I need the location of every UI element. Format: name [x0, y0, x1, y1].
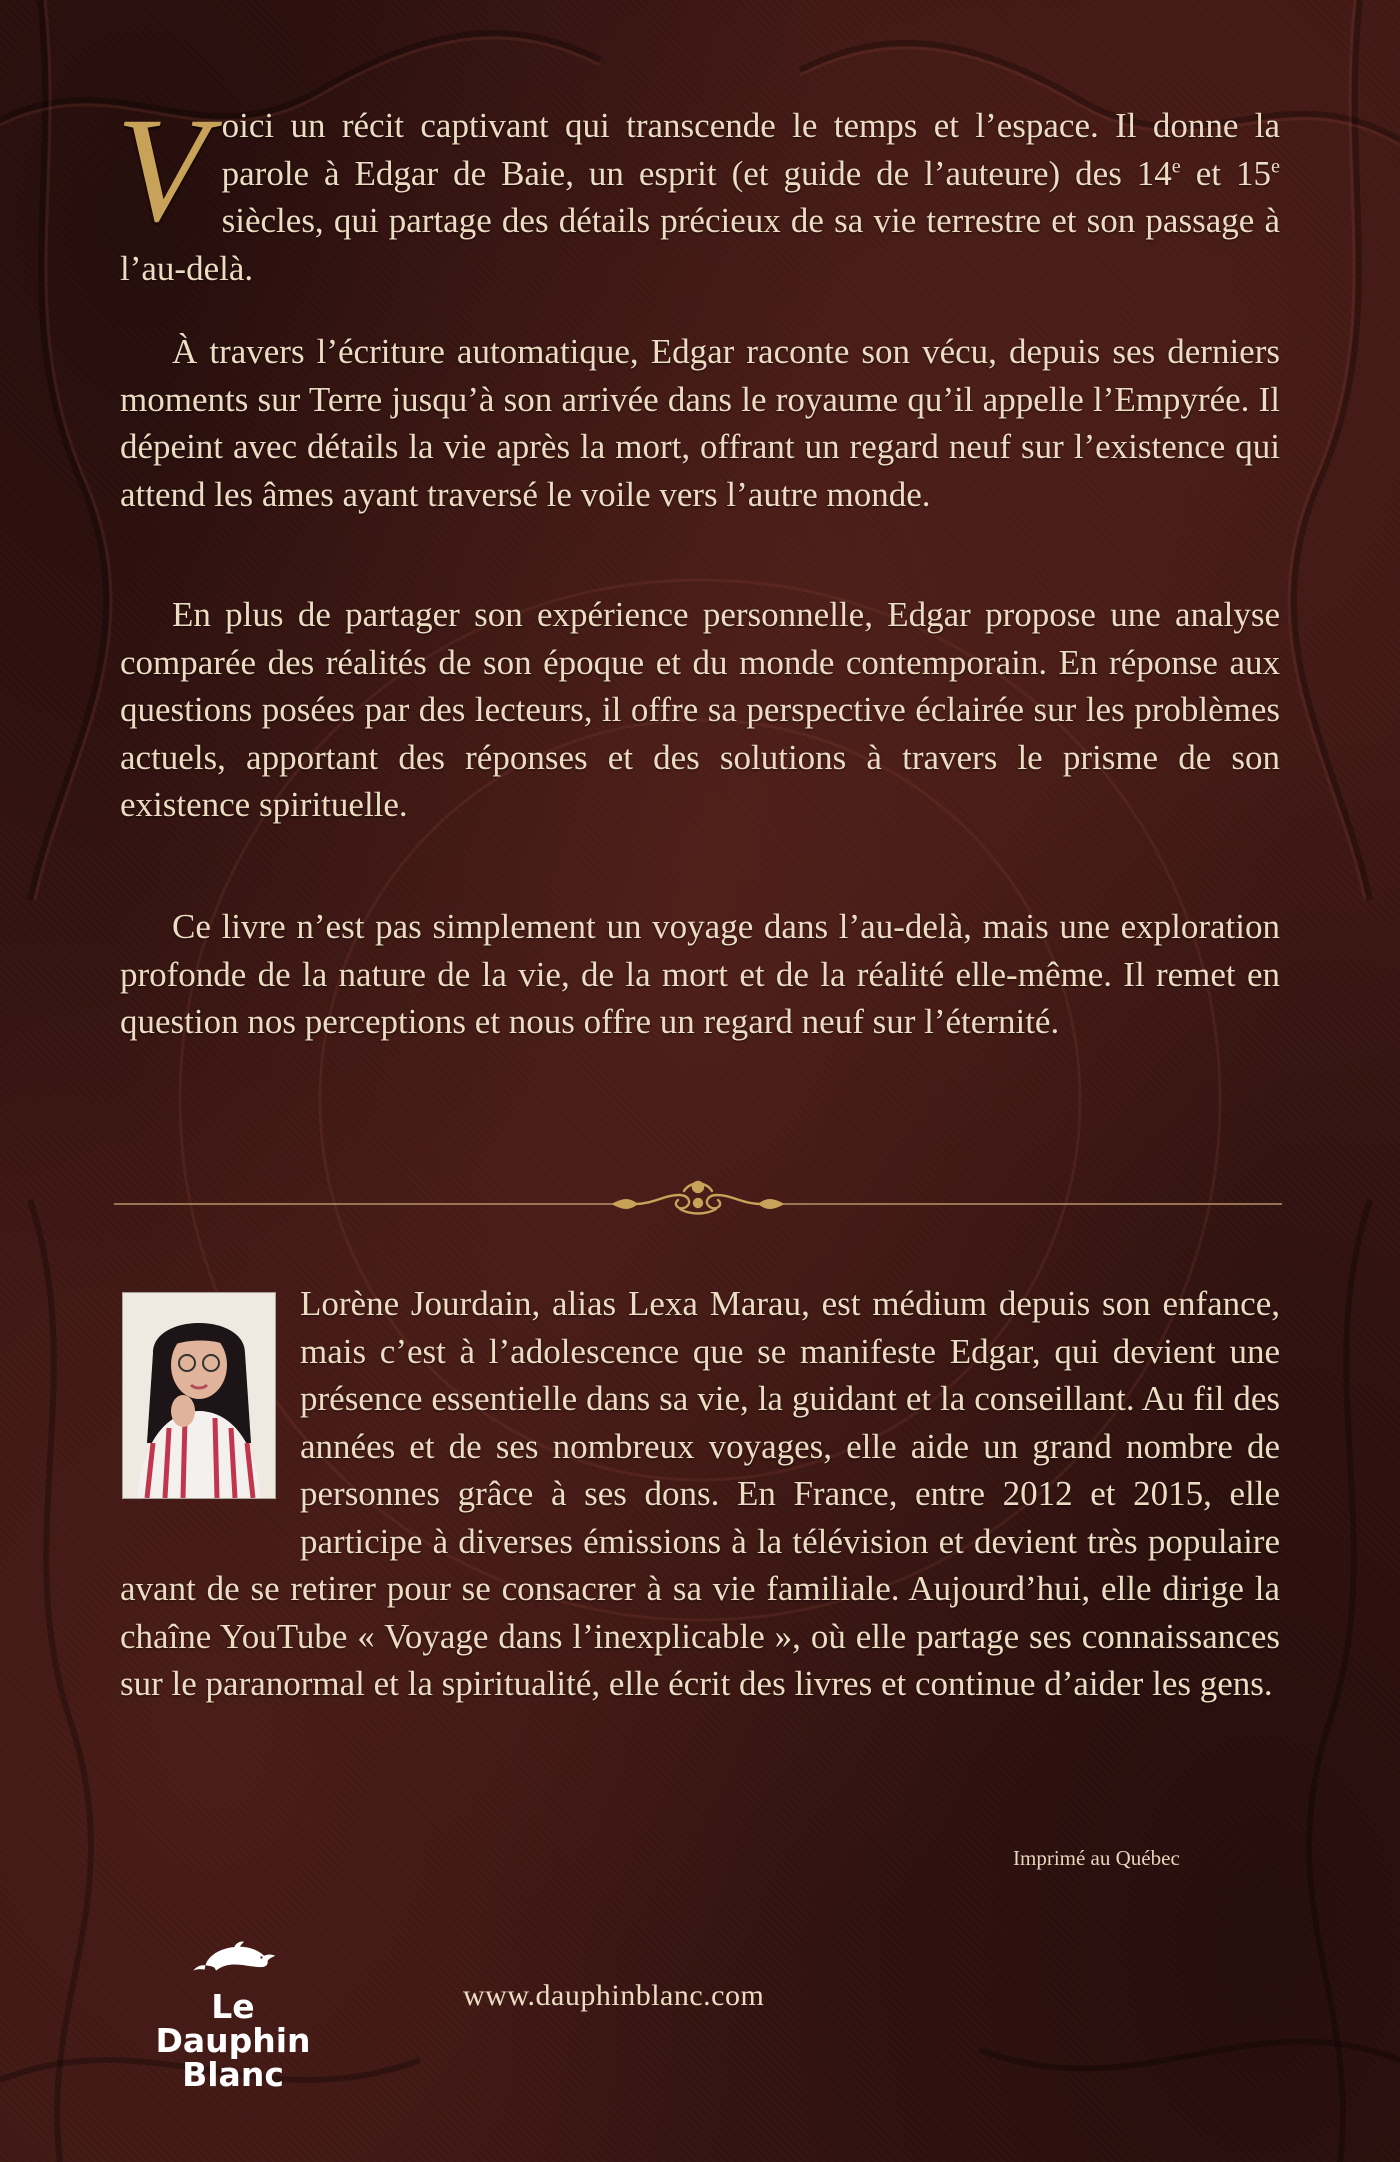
logo-text-blanc: Blanc [182, 2055, 284, 2094]
superscript-e: e [1171, 154, 1181, 177]
superscript-e: e [1270, 154, 1280, 177]
logo-text-le: Le [211, 1987, 255, 2026]
drop-cap-letter: V [116, 87, 208, 253]
intro-paragraph-2: À travers l’écriture automatique, Edgar raconte son vécu, depuis ses derniers moments sur Terre jusqu’à son arrivée dans le royaume qu’il appelle l’Empyrée. Il dépeint avec détails la vie après la mort, offrant un regard neuf sur l’existence qui attend les âmes ayant traversé le voile vers l’autre monde. [120, 332, 1280, 514]
intro-paragraph-3: En plus de partager son expérience personnelle, Edgar propose une analyse comparée des réalités de son époque et du monde contemporain. En réponse aux questions posées par des lecteurs, il offre sa perspective éclairée sur les problèmes actuels, apportant des réponses et des solutions à travers le prisme de son existence spirituelle. [120, 595, 1280, 824]
intro-text-1c: siècles, qui partage des détails précieux de sa vie terrestre et son passage à l’au-delà. [120, 201, 1280, 288]
printed-in-quebec: Imprimé au Québec [1013, 1846, 1180, 1870]
intro-paragraph-4: Ce livre n’est pas simplement un voyage dans l’au-delà, mais une exploration profonde de la nature de la vie, de la mort et de la réalité elle-même. Il remet en question nos perceptions et nous offre un regard neuf sur l’éternité. [120, 907, 1280, 1041]
intro-paragraph-1 [116, 87, 1280, 292]
publisher-website: www.dauphinblanc.com [463, 1979, 765, 2012]
photo-spacer [120, 1280, 278, 1520]
intro-text-1b: et 15 [1180, 153, 1271, 193]
ornamental-divider [114, 1165, 1282, 1235]
author-bio-text: Lorène Jourdain, alias Lexa Marau, est médium depuis son enfance, mais c’est à l’adolescence que se manifeste Edgar, qui devient une présence essentielle dans sa vie, la guidant et la conseillant. Au fil des années et de ses nombreux voyages, elle aide un grand nombre de personnes grâce à ses dons. En France, entre 2012 et 2015, elle participe à diverses émissions à la télévision et devient très populaire avant de se retirer pour se consacrer à sa vie familiale. Aujourd’hui, elle dirige la chaîne YouTube « Voyage dans l’inexplicable », où elle partage ses connaissances sur le paranormal et la spiritualité, elle écrit des livres et continue d’aider les gens. [120, 1284, 1280, 1703]
logo-text-dauphin: Dauphin [155, 2021, 311, 2060]
author-biography [120, 1280, 1280, 1708]
intro-text-1a: oici un récit captivant qui transcende le temps et l’espace. Il donne la parole à Edgar de Baie, un esprit (et guide de l’auteure) des 14 [221, 106, 1280, 193]
